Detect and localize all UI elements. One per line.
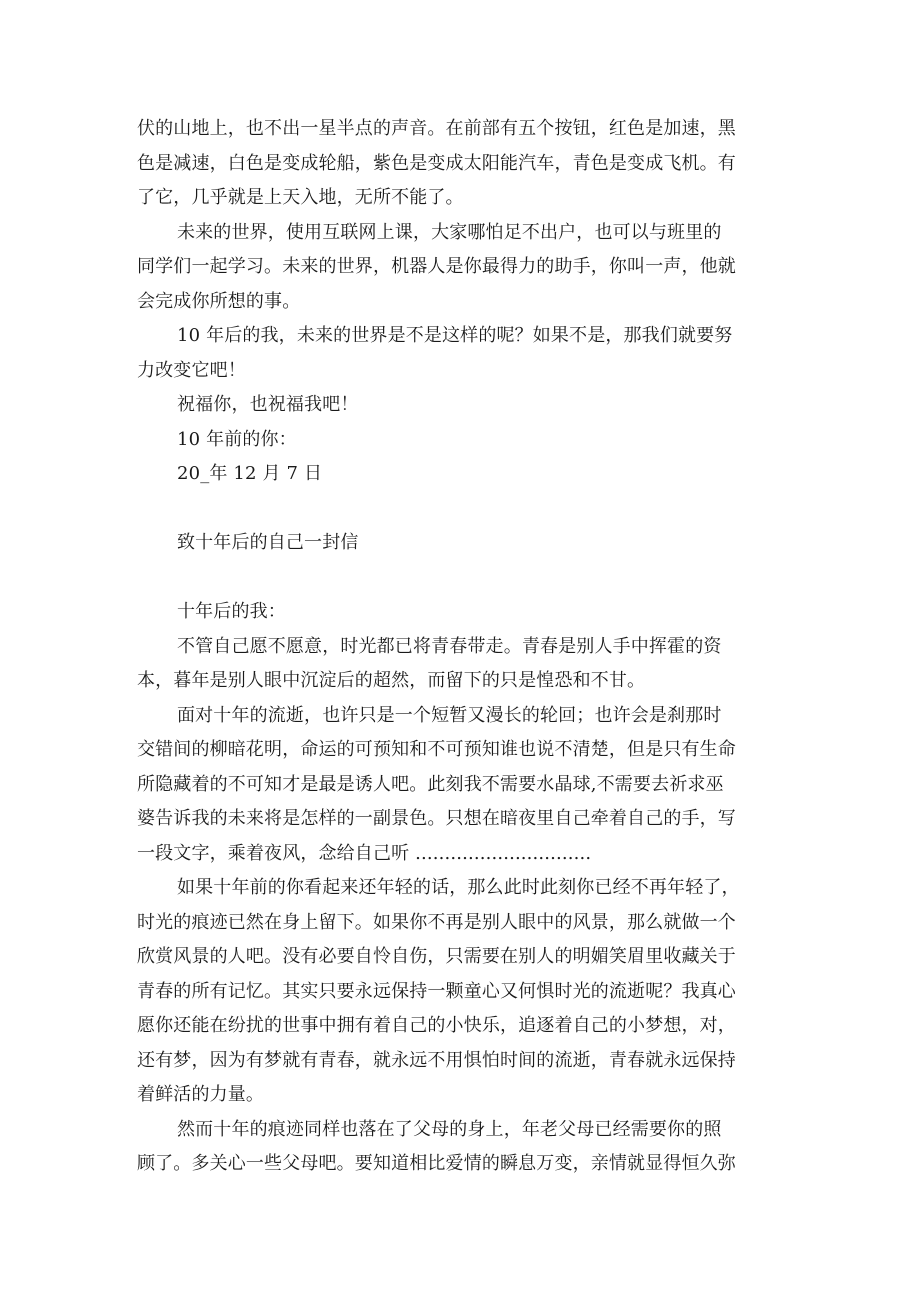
text-line: 了它，几乎就是上天入地，无所不能了。	[137, 187, 464, 208]
closing-date: 20_年 12 月 7 日	[177, 463, 323, 484]
text-line: 不管自己愿不愿意，时光都已将青春带走。青春是别人手中挥霍的资	[177, 635, 722, 657]
paragraph-parents	[137, 1113, 797, 1182]
text-line: 未来的世界，使用互联网上课，大家哪怕足不出户，也可以与班里的	[177, 221, 722, 243]
letter-salutation: 十年后的我：	[177, 601, 286, 622]
text-line: 本，暮年是别人眼中沉淀后的超然，而留下的只是惶恐和不甘。	[137, 670, 646, 691]
text-line: 面对十年的流逝，也许只是一个短暂又漫长的轮回；也许会是刹那时	[177, 704, 722, 726]
text-line: 然而十年的痕迹同样也落在了父母的身上，年老父母已经需要你的照	[177, 1118, 722, 1140]
text-line: 一段文字，乘着夜风，念给自己听 ..............................	[137, 842, 592, 864]
document-page	[137, 112, 797, 1182]
text-line: 愿你还能在纷扰的世事中拥有着自己的小快乐，追逐着自己的小梦想，对，	[137, 1015, 736, 1036]
text-line: 时光的痕迹已然在身上留下。如果你不再是别人眼中的风景，那么就做一个	[137, 911, 736, 933]
letter-title: 致十年后的自己一封信	[177, 532, 359, 553]
paragraph-ten-years-passing	[137, 699, 797, 872]
text-line: 顾了。多关心一些父母吧。要知道相比爱情的瞬息万变，亲情就显得恒久弥	[137, 1153, 736, 1174]
paragraph-youth	[137, 630, 797, 699]
blank-line	[137, 561, 797, 596]
text-line: 色是减速，白色是变成轮船，紫色是变成太阳能汽车，青色是变成飞机。有	[137, 152, 736, 174]
paragraph-ten-years-later	[137, 319, 797, 388]
text-line: 青春的所有记忆。其实只要永远保持一颗童心又何惧时光的流逝呢？我真心	[137, 980, 736, 1002]
text-line: 伏的山地上，也不出一星半点的声音。在前部有五个按钮，红色是加速，黑	[137, 118, 736, 139]
text-line: 同学们一起学习。未来的世界，机器人是你最得力的助手，你叫一声，他就	[137, 256, 736, 277]
paragraph-no-longer-young	[137, 871, 797, 1113]
text-line: 婆告诉我的未来将是怎样的一副景色。只想在暗夜里自己牵着自己的手，写	[137, 808, 736, 829]
text-line: 力改变它吧！	[137, 359, 246, 381]
text-line: 如果十年前的你看起来还年轻的话，那么此时此刻你已经不再年轻了，	[177, 877, 740, 898]
closing-signature: 10 年前的你：	[177, 428, 297, 450]
closing-blessing: 祝福你，也祝福我吧！	[177, 394, 359, 415]
text-line: 着鲜活的力量。	[137, 1084, 265, 1105]
text-line: 10 年后的我，未来的世界是不是这样的呢？如果不是，那我们就要努	[177, 325, 733, 346]
text-line: 交错间的柳暗花明，命运的可预知和不可预知谁也说不清楚，但是只有生命	[137, 739, 736, 760]
text-line: 会完成你所想的事。	[137, 290, 301, 312]
text-line: 欣赏风景的人吧。没有必要自怜自伤，只需要在别人的明媚笑眉里收藏关于	[137, 946, 736, 967]
text-line: 所隐藏着的不可知才是最是诱人吧。此刻我不需要水晶球,不需要去祈求巫	[137, 773, 724, 795]
blank-line	[137, 492, 797, 527]
text-line: 还有梦，因为有梦就有青春，就永远不用惧怕时间的流逝，青春就永远保持	[137, 1049, 736, 1071]
paragraph-vehicle	[137, 112, 797, 216]
paragraph-future-world	[137, 216, 797, 320]
